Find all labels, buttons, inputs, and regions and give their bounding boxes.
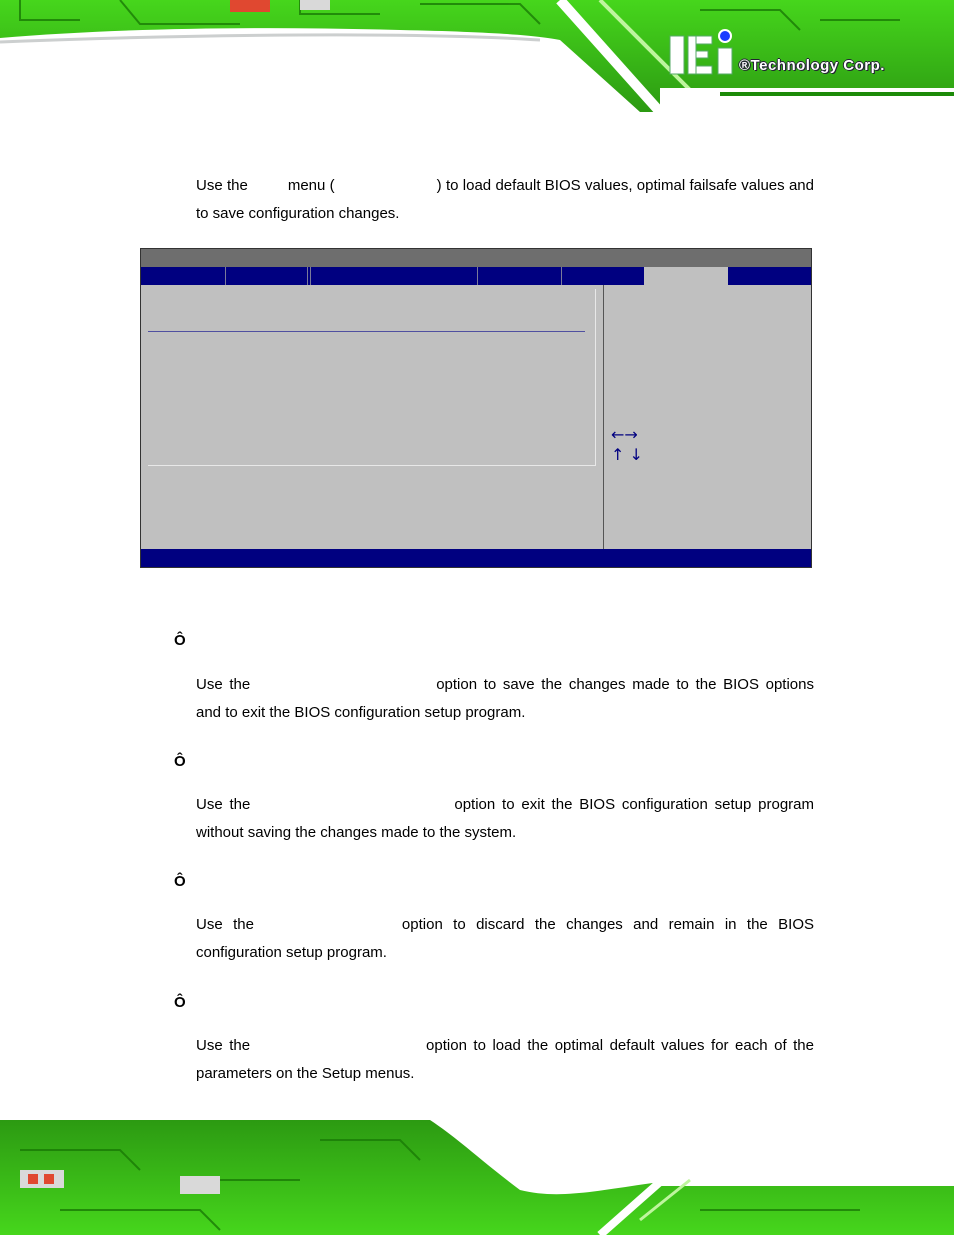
option-text: option to exit the BIOS configuration setup program without saving the changes made to the system. xyxy=(196,796,814,841)
option-load-defaults-description xyxy=(196,1032,814,1088)
up-down-arrows-icon: ↑ ↓ xyxy=(611,445,643,464)
footer-circuit-banner xyxy=(0,1120,954,1235)
bios-options-panel xyxy=(148,289,596,466)
option-use-the: Use the xyxy=(196,796,251,813)
bios-title-bar xyxy=(141,249,811,267)
option-discard-exit-description xyxy=(196,791,814,847)
company-logo-text: ®Technology Corp. xyxy=(739,57,885,74)
option-text: option to save the changes made to the BIOS options and to exit the BIOS configuration setup program. xyxy=(196,676,814,721)
bios-help-divider xyxy=(603,285,604,551)
bios-tab-separator xyxy=(225,267,226,285)
left-right-arrows-icon: ←→ xyxy=(611,425,638,444)
arrow-bullet-icon: Ô xyxy=(174,632,186,649)
intro-use-the: Use the xyxy=(196,177,248,194)
bios-nav-keys xyxy=(611,425,643,465)
bios-tab-separator xyxy=(307,267,308,285)
bios-exit-menu-screen xyxy=(140,248,812,568)
arrow-bullet-icon: Ô xyxy=(174,753,186,770)
option-use-the: Use the xyxy=(196,1037,251,1054)
option-use-the: Use the xyxy=(196,916,254,933)
option-use-the: Use the xyxy=(196,676,251,693)
header-circuit-banner xyxy=(0,0,954,112)
intro-paragraph xyxy=(196,172,814,228)
bios-tab-separator xyxy=(561,267,562,285)
arrow-bullet-icon: Ô xyxy=(174,873,186,890)
option-save-exit-description xyxy=(196,671,814,727)
arrow-bullet-icon: Ô xyxy=(174,994,186,1011)
option-text: option to load the optimal default values for each of the parameters on the Setup menus. xyxy=(196,1037,814,1082)
bios-tab-separator xyxy=(310,267,311,285)
bios-panel-rule xyxy=(148,331,585,332)
bios-tab-exit-active[interactable] xyxy=(644,267,728,285)
intro-menu-word: menu ( xyxy=(287,177,335,194)
bios-status-bar xyxy=(141,549,811,567)
bios-tab-separator xyxy=(477,267,478,285)
option-text: option to discard the changes and remain in the BIOS configuration setup program. xyxy=(196,916,814,961)
intro-rest: ) to load default BIOS values, optimal failsafe values and to save configuration changes. xyxy=(196,177,814,222)
option-discard-changes-description xyxy=(196,911,814,967)
iei-logo-icon xyxy=(668,26,738,76)
